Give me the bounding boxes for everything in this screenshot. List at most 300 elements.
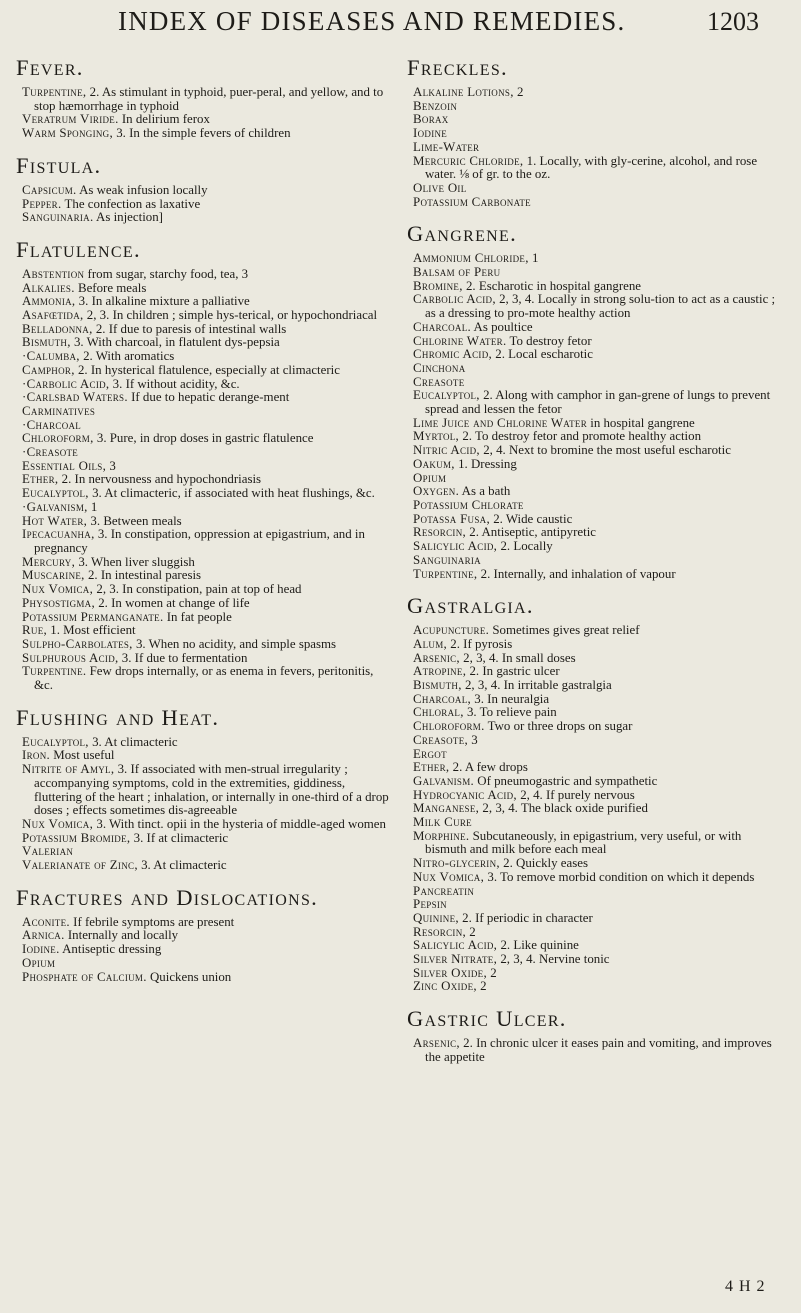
entry-text: 1. Most efficient (50, 623, 136, 638)
printer-signature: 4 H 2 (725, 1278, 766, 1295)
entry-text: If febrile symptoms are present (73, 914, 235, 929)
entry-text: 3 (109, 458, 116, 473)
entry-text: 2, 3. In constipation, pain at top of head (96, 582, 302, 597)
entry-text: 2, 3. In children ; simple hys-terical, or hypochondriacal (86, 308, 378, 323)
remedy-name: Muscarine, (22, 568, 85, 583)
entry-text: 2, 4. Next to bromine the most useful escharotic (483, 443, 731, 458)
remedy-name: Nitrite of Amyl, (22, 762, 115, 777)
remedy-name: Eucalyptol, (22, 486, 89, 501)
remedy-name: Essential Oils, (22, 458, 107, 473)
remedy-name: Ergot (413, 746, 447, 761)
index-entry (22, 556, 390, 570)
index-entry (22, 295, 390, 309)
remedy-name: Resorcin, (413, 924, 467, 939)
page-number: 1203 (707, 7, 759, 36)
entry-text: Sometimes gives great relief (492, 623, 640, 638)
remedy-name: Milk Cure (413, 815, 472, 830)
index-entry (413, 472, 785, 486)
index-entry (413, 898, 785, 912)
index-entry (413, 127, 785, 141)
remedy-name: ·Carbolic Acid, (22, 376, 110, 391)
remedy-name: Opium (413, 470, 447, 485)
remedy-name: Phosphate of Calcium. (22, 969, 147, 984)
remedy-name: Sanguinaria. (22, 210, 94, 225)
index-entry (413, 100, 785, 114)
remedy-name: Hot Water, (22, 513, 88, 528)
entry-text: 2. If periodic in character (462, 910, 593, 925)
index-entry (413, 430, 785, 444)
entry-text: 3. If without acidity, &c. (112, 376, 240, 391)
index-entry (413, 1037, 785, 1064)
index-entry (413, 182, 785, 196)
index-entry (413, 939, 785, 953)
index-section (407, 55, 785, 209)
entry-text: 3. In alkaline mixture a palliative (78, 294, 250, 309)
entry-text: 3. With charcoal, in flatulent dys-pepsia (73, 335, 280, 350)
entry-text: 2 (480, 979, 487, 994)
entry-text: 2 (516, 85, 524, 99)
remedy-name: Chromic Acid, (413, 347, 493, 362)
remedy-name: Turpentine, (413, 566, 478, 581)
index-entry (413, 293, 785, 320)
index-entry (22, 473, 390, 487)
index-entry (22, 127, 390, 141)
remedy-name: Ether, (22, 472, 59, 487)
entry-text: Of pneumogastric and sympathetic (477, 773, 658, 788)
section-heading: Gastric Ulcer. (407, 1006, 567, 1032)
index-entry (413, 568, 785, 582)
remedy-name: Alkalies. (22, 280, 75, 295)
entry-text: 2. In women at change of life (98, 595, 250, 610)
remedy-name: Bismuth, (22, 335, 71, 350)
section-heading: Fractures and Dislocations. (16, 884, 319, 910)
remedy-name: Charcoal. (413, 319, 472, 334)
index-entry (413, 280, 785, 294)
index-entry (413, 720, 785, 734)
remedy-name: Physostigma, (22, 595, 95, 610)
entry-text: 2. Like quinine (500, 938, 579, 953)
index-entry (22, 405, 390, 419)
index-entry (413, 830, 785, 857)
remedy-name: Eucalyptol, (22, 734, 89, 749)
remedy-name: Arnica. (22, 928, 65, 943)
entry-text: 2. If due to paresis of intestinal walls (95, 321, 287, 336)
entry-text: As poultice (473, 319, 533, 334)
entry-text: To destroy fetor (509, 333, 592, 348)
index-entry (413, 485, 785, 499)
remedy-name: Potassium Carbonate (413, 194, 531, 209)
remedy-name: Sulpho-Carbolates, (22, 636, 133, 651)
index-section (407, 1006, 785, 1064)
remedy-name: Chloroform, (22, 431, 94, 446)
index-entry (413, 953, 785, 967)
remedy-name: Iron. (22, 748, 51, 763)
index-entry (413, 775, 785, 789)
entry-text: 2, 3, 4. The black oxide purified (482, 801, 648, 816)
section-heading: Freckles. (407, 55, 508, 80)
remedy-name: Atropine, (413, 664, 467, 679)
entry-text: 2, 3, 4. In small doses (463, 650, 576, 665)
index-entry (22, 282, 390, 296)
index-entry (22, 569, 390, 583)
index-entry (22, 597, 390, 611)
entry-text: 2. Quickly eases (503, 856, 588, 871)
index-section (16, 704, 390, 873)
index-entry (22, 859, 390, 873)
entry-text: 3. When no acidity, and simple spasms (135, 636, 337, 651)
index-entry (22, 350, 390, 364)
remedy-name: Valerianate of Zinc, (22, 858, 138, 873)
remedy-name: Manganese, (413, 801, 480, 816)
index-section (407, 221, 785, 581)
left-column (16, 55, 390, 997)
remedy-name: Quinine, (413, 910, 459, 925)
remedy-name: Silver Oxide, (413, 965, 487, 980)
index-entry (413, 624, 785, 638)
index-entry (413, 871, 785, 885)
index-section (407, 593, 785, 994)
entry-text: If due to hepatic derange-ment (131, 390, 290, 405)
remedy-name: Asafœtida, (22, 308, 84, 323)
index-entry (413, 155, 785, 182)
entry-text: 1. Dressing (458, 456, 517, 471)
remedy-name: Nux Vomica, (413, 869, 485, 884)
entry-text: 3. Between meals (90, 513, 182, 528)
entry-text: As weak infusion locally (79, 182, 208, 197)
entry-text: The confection as laxative (64, 196, 201, 211)
index-entry (413, 348, 785, 362)
index-entry (413, 266, 785, 280)
section-heading: Fistula. (16, 152, 102, 178)
entry-text: Most useful (53, 748, 115, 763)
index-entry (413, 912, 785, 926)
remedy-name: Silver Nitrate, (413, 952, 498, 967)
index-entry (22, 446, 390, 460)
entry-text: 3. At climacteric (92, 734, 178, 749)
remedy-name: Nux Vomica, (22, 582, 94, 597)
index-entry (413, 196, 785, 210)
index-entry (413, 926, 785, 940)
index-entry (22, 184, 390, 198)
remedy-name: Acupuncture. (413, 623, 490, 638)
entry-text: 3. In the simple fevers of children (116, 126, 291, 141)
entry-text: in hospital gangrene (590, 415, 695, 430)
remedy-name: Potassium Permanganate. (22, 609, 164, 624)
entry-text: 2. Internally, and inhalation of vapour (480, 566, 676, 581)
remedy-name: Lime-Water (413, 139, 480, 154)
remedy-name: Zinc Oxide, (413, 979, 477, 994)
remedy-name: Aconite. (22, 914, 70, 929)
index-section (16, 152, 390, 225)
index-entry (22, 624, 390, 638)
remedy-name: Carminatives (22, 403, 96, 418)
entry-text: 2. If pyrosis (450, 636, 513, 651)
remedy-name: Rue, (22, 623, 48, 638)
entry-text: 1. Locally, with gly-cerine, alcohol, and rose water. ⅛ of gr. to the oz. (425, 153, 758, 182)
entry-text: 2. With aromatics (83, 349, 175, 364)
index-entry (413, 252, 785, 266)
index-entry (22, 419, 390, 433)
remedy-name: Pepsin (413, 897, 447, 912)
index-entry (22, 460, 390, 474)
remedy-name: Valerian (22, 844, 74, 859)
entry-text: 2. Along with camphor in gan-grene of lungs to prevent spread and lessen the fetor (425, 388, 771, 417)
index-entry (22, 211, 390, 225)
index-entry (413, 113, 785, 127)
entry-text: 3. If associated with men-strual irregularity ; accompanying symptoms, cold in the extremities, giddiness, fluttering of the heart ; inhalation, or internally in one-third of a drop doses ; effects sometimes dis-agreeable (34, 762, 389, 818)
index-entry (413, 761, 785, 775)
index-entry (413, 802, 785, 816)
index-entry (413, 706, 785, 720)
index-entry (413, 679, 785, 693)
index-entry (22, 845, 390, 859)
index-entry (22, 378, 390, 392)
entry-text: 2, 4. If purely nervous (520, 787, 635, 802)
entry-text: 3. To remove morbid condition on which it depends (487, 869, 755, 884)
remedy-name: ·Calumba, (22, 349, 80, 364)
index-entry (413, 857, 785, 871)
section-heading: Flushing and Heat. (16, 704, 220, 730)
index-entry (22, 323, 390, 337)
remedy-name: Morphine. (413, 828, 470, 843)
index-entry (413, 86, 785, 100)
index-entry (413, 665, 785, 679)
entry-text: 2. To destroy fetor and promote healthy action (462, 429, 702, 444)
entry-text: 2, 3, 4. Nervine tonic (500, 952, 610, 967)
index-entry (413, 458, 785, 472)
index-entry (413, 885, 785, 899)
remedy-name: Salicylic Acid, (413, 938, 498, 953)
entry-text: 2. As stimulant in typhoid, puer-peral, and yellow, and to stop hæmorrhage in typhoid (34, 85, 384, 113)
index-entry (413, 693, 785, 707)
entry-text: 1 (90, 499, 98, 514)
remedy-name: Cinchona (413, 360, 466, 375)
remedy-name: Arsenic, (413, 1036, 460, 1051)
remedy-name: Opium (22, 955, 56, 970)
entry-text: from sugar, starchy food, tea, 3 (87, 266, 249, 281)
section-heading: Gastralgia. (407, 593, 534, 619)
index-entry (22, 665, 390, 692)
remedy-name: Potassium Chlorate (413, 497, 524, 512)
index-entry (413, 526, 785, 540)
index-section (16, 55, 390, 141)
remedy-name: Nux Vomica, (22, 816, 94, 831)
entry-text: 2 (490, 965, 497, 980)
entry-text: 2 (469, 924, 476, 939)
remedy-name: Lime Juice and Chlorine Water (413, 415, 587, 430)
remedy-name: Oakum, (413, 456, 455, 471)
entry-text: 3. If at climacteric (133, 830, 229, 845)
remedy-name: Belladonna, (22, 321, 93, 336)
remedy-name: Turpentine, (22, 85, 87, 99)
entry-text: Two or three drops on sugar (487, 719, 633, 734)
entry-text: 3. In constipation, oppression at epigastrium, and in pregnancy (34, 527, 365, 555)
index-entry (22, 652, 390, 666)
remedy-name: Balsam of Peru (413, 265, 501, 280)
index-entry (22, 336, 390, 350)
index-entry (413, 362, 785, 376)
index-section (16, 884, 390, 985)
index-entry (22, 929, 390, 943)
remedy-name: ·Carlsbad Waters. (22, 390, 128, 405)
entry-text: 2. In hysterical flatulence, especially at climacteric (77, 362, 340, 377)
remedy-name: Ether, (413, 760, 450, 775)
remedy-name: Iodine. (22, 942, 60, 957)
remedy-name: Capsicum. (22, 182, 77, 197)
remedy-name: Carbolic Acid, (413, 292, 496, 307)
index-entry (22, 432, 390, 446)
remedy-name: Iodine (413, 126, 448, 141)
index-entry (413, 444, 785, 458)
entry-text: Quickens union (149, 969, 232, 984)
entry-text: 2. A few drops (452, 760, 528, 775)
index-entry (413, 499, 785, 513)
index-entry (413, 734, 785, 748)
entry-text: 2. Antiseptic, antipyretic (469, 525, 596, 540)
entry-text: 2. Wide caustic (493, 511, 573, 526)
entry-text: 2. In intestinal paresis (87, 568, 202, 583)
remedy-name: Sanguinaria (413, 552, 481, 567)
index-entry (22, 113, 390, 127)
index-entry (413, 335, 785, 349)
section-heading: Flatulence. (16, 236, 141, 262)
index-entry (413, 789, 785, 803)
remedy-name: Pancreatin (413, 883, 475, 898)
remedy-name: Bismuth, (413, 678, 462, 693)
remedy-name: Galvanism. (413, 773, 475, 788)
entry-text: Before meals (77, 280, 147, 295)
index-entry (22, 638, 390, 652)
entry-text: 2. Local escharotic (495, 347, 593, 362)
remedy-name: Benzoin (413, 98, 458, 113)
index-entry (22, 268, 390, 282)
remedy-name: Arsenic, (413, 650, 460, 665)
remedy-name: Warm Sponging, (22, 126, 113, 141)
entry-text: Few drops internally, or as enema in fevers, peritonitis, &c. (34, 664, 374, 693)
remedy-name: Charcoal, (413, 691, 472, 706)
index-entry (22, 971, 390, 985)
index-entry (413, 967, 785, 981)
index-entry (22, 736, 390, 750)
page-header (0, 6, 801, 46)
index-section (16, 236, 390, 693)
index-entry (22, 818, 390, 832)
index-entry (22, 832, 390, 846)
remedy-name: Nitro-glycerin, (413, 856, 500, 871)
index-entry (413, 816, 785, 830)
index-entry (22, 198, 390, 212)
section-heading: Fever. (16, 55, 84, 80)
remedy-name: Sulphurous Acid, (22, 650, 119, 665)
index-entry (22, 515, 390, 529)
entry-text: 3. To relieve pain (466, 705, 557, 720)
index-entry (22, 916, 390, 930)
remedy-name: Borax (413, 112, 449, 127)
entry-text: 2. Escharotic in hospital gangrene (465, 278, 642, 293)
index-entry (413, 652, 785, 666)
remedy-name: Veratrum Viride. (22, 112, 119, 127)
remedy-name: Mercury, (22, 554, 76, 569)
remedy-name: Potassa Fusa, (413, 511, 490, 526)
index-entry (413, 376, 785, 390)
index-entry (22, 487, 390, 501)
remedy-name: Resorcin, (413, 525, 467, 540)
index-entry (413, 321, 785, 335)
entry-text: 3. If due to fermentation (121, 650, 248, 665)
remedy-name: ·Charcoal (22, 417, 82, 432)
index-entry (22, 391, 390, 405)
remedy-name: Alkaline Lotions, (413, 85, 514, 99)
entry-text: 2, 3, 4. Locally in strong solu-tion to act as a caustic ; as a dressing to pro-mote healthy action (425, 292, 776, 321)
index-entry (22, 943, 390, 957)
index-entry (413, 417, 785, 431)
entry-text: As a bath (461, 484, 511, 499)
index-entry (413, 980, 785, 994)
index-entry (22, 583, 390, 597)
entry-text: Antiseptic dressing (62, 942, 162, 957)
remedy-name: Mercuric Chloride, (413, 153, 524, 168)
remedy-name: Ammonium Chloride, (413, 251, 529, 266)
index-entry (22, 749, 390, 763)
remedy-name: Chlorine Water. (413, 333, 507, 348)
remedy-name: Alum, (413, 636, 448, 651)
remedy-name: Turpentine. (22, 664, 87, 679)
index-entry (22, 86, 390, 113)
remedy-name: Camphor, (22, 362, 75, 377)
remedy-name: Creasote, (413, 732, 469, 747)
remedy-name: Creasote (413, 374, 465, 389)
index-entry (413, 638, 785, 652)
index-entry (413, 540, 785, 554)
entry-text: 3. When liver sluggish (78, 554, 195, 569)
index-entry (22, 364, 390, 378)
entry-text: 3. With tinct. opii in the hysteria of middle-aged women (96, 816, 386, 831)
remedy-name: Ammonia, (22, 294, 76, 309)
index-entry (22, 528, 390, 555)
entry-text: 1 (531, 251, 539, 266)
index-entry (413, 554, 785, 568)
entry-text: 3. At climacteric (141, 858, 227, 873)
index-entry (22, 501, 390, 515)
entry-text: In fat people (166, 609, 232, 624)
entry-text: 2. Locally (500, 539, 553, 554)
index-entry (22, 763, 390, 818)
entry-text: Internally and locally (67, 928, 179, 943)
index-entry (413, 389, 785, 416)
remedy-name: Hydrocyanic Acid, (413, 787, 517, 802)
entry-text: In delirium ferox (121, 112, 210, 127)
entry-text: 2. In nervousness and hypochondriasis (61, 472, 262, 487)
index-entry (22, 611, 390, 625)
entry-text: As injection] (96, 210, 163, 225)
entry-text: 3. In neuralgia (474, 691, 550, 706)
remedy-name: Ipecacuanha, (22, 527, 95, 542)
remedy-name: Chloral, (413, 705, 464, 720)
section-heading: Gangrene. (407, 221, 518, 247)
index-entry (413, 748, 785, 762)
remedy-name: ·Creasote (22, 445, 79, 460)
remedy-name: Olive Oil (413, 180, 467, 195)
remedy-name: ·Galvanism, (22, 499, 88, 514)
remedy-name: Myrtol, (413, 429, 460, 444)
remedy-name: Potassium Bromide, (22, 830, 131, 845)
page-title: INDEX OF DISEASES AND REMEDIES. (118, 6, 626, 36)
entry-text: Subcutaneously, in epigastrium, very useful, or with bismuth and milk before each meal (425, 828, 742, 857)
index-entry (413, 513, 785, 527)
remedy-name: Eucalyptol, (413, 388, 480, 403)
entry-text: 2, 3, 4. In irritable gastralgia (464, 678, 612, 693)
entry-text: 2. In gastric ulcer (469, 664, 560, 679)
